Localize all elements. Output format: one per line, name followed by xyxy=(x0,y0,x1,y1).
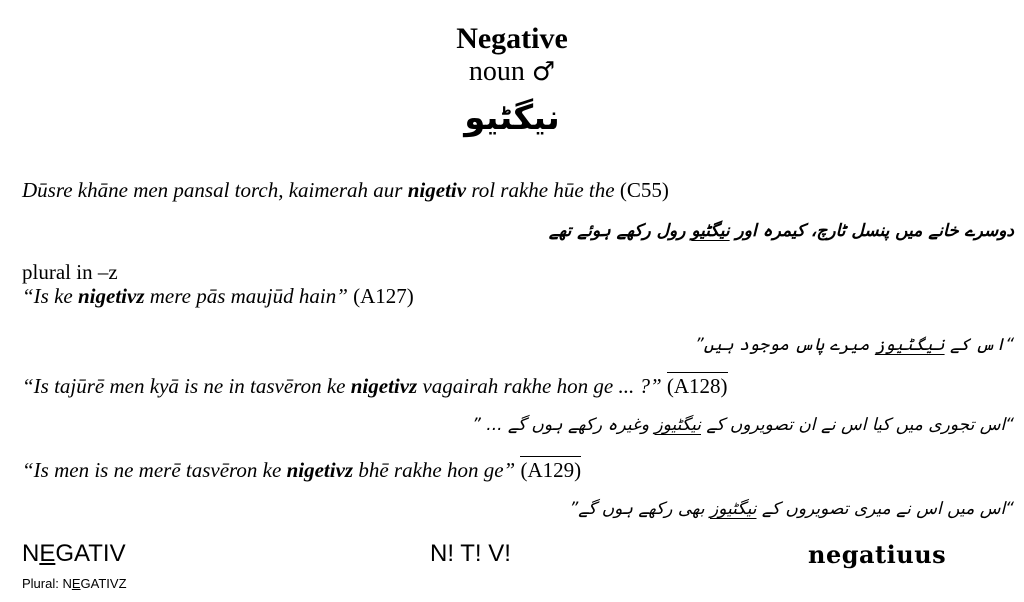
plural-note: plural in –z xyxy=(22,260,118,284)
example-text: “Is men is ne merē tasvēron ke xyxy=(22,458,287,482)
male-gender-icon: ♂ xyxy=(531,57,556,87)
urdu-text: میرے پاس موجود ہیں” xyxy=(695,335,875,355)
simplified-spelling xyxy=(22,540,126,568)
example-keyword: nigetivz xyxy=(78,284,145,308)
example-3-transliteration xyxy=(22,374,728,399)
example-keyword: nigetiv xyxy=(407,178,467,202)
example-source: (A127) xyxy=(353,284,414,308)
urdu-keyword: نیگٹیوز xyxy=(709,499,757,519)
example-keyword: nigetivz xyxy=(286,458,354,482)
spelling-part: GATIV xyxy=(55,540,126,567)
plural-label: Plural: xyxy=(22,576,63,591)
simplified-plural xyxy=(22,576,127,591)
spelling-part: N xyxy=(62,576,72,591)
example-2-urdu xyxy=(695,334,1014,355)
example-text: Dūsre khāne men pansal torch, kaimerah aur xyxy=(22,178,408,202)
example-1-urdu xyxy=(549,220,1014,241)
example-text: “Is ke xyxy=(22,284,78,308)
example-text: “Is tajūrē men kyā is ne in tasvēron ke xyxy=(22,374,351,398)
example-text: mere pās maujūd hain” xyxy=(144,284,348,308)
urdu-text: بھی رکھے ہوں گے” xyxy=(569,499,710,519)
spelling-part: N xyxy=(22,540,40,567)
example-2-transliteration xyxy=(22,284,414,309)
urdu-text: وغیرہ رکھے ہوں گے ... ” xyxy=(472,415,655,435)
example-1-transliteration xyxy=(22,178,669,203)
example-source: (A128) xyxy=(666,374,728,398)
urdu-keyword: نیگٹیو xyxy=(691,221,730,241)
spelling-stressed-letter: E xyxy=(71,576,81,591)
example-source: (A129) xyxy=(520,458,582,482)
consonant-form: N! T! V! xyxy=(430,540,511,567)
urdu-text: “اس میں اس نے میری تصویروں کے xyxy=(756,499,1014,519)
example-text: rol rakhe hūe the xyxy=(466,178,615,202)
spelling-stressed-letter: E xyxy=(39,540,56,567)
example-4-transliteration xyxy=(22,458,581,483)
example-keyword: nigetivz xyxy=(350,374,418,398)
urdu-headword: نیگٹیو xyxy=(464,98,560,138)
urdu-text: دوسرے خانے میں پنسل ٹارچ، کیمرہ اور xyxy=(729,221,1014,241)
urdu-text: “اس تجوری میں کیا اس نے ان تصویروں کے xyxy=(701,415,1014,435)
urdu-keyword: نیگٹیوز xyxy=(874,335,945,355)
urdu-text: “اس کے xyxy=(944,335,1014,355)
example-text: vagairah rakhe hon ge ... ?” xyxy=(417,374,662,398)
example-source: (C55) xyxy=(619,178,669,202)
part-of-speech: noun xyxy=(468,56,525,87)
spelling-part: GATIVZ xyxy=(80,576,127,591)
latin-form: negatiuus xyxy=(808,540,947,569)
urdu-text: رول رکھے ہوئے تھے xyxy=(548,221,692,241)
part-of-speech-line xyxy=(0,56,1024,88)
headword: Negative xyxy=(456,22,568,55)
urdu-keyword: نیگٹیوز xyxy=(654,415,701,435)
example-4-urdu xyxy=(569,498,1014,519)
example-3-urdu xyxy=(472,414,1014,435)
example-text: bhē rakhe hon ge” xyxy=(353,458,516,482)
